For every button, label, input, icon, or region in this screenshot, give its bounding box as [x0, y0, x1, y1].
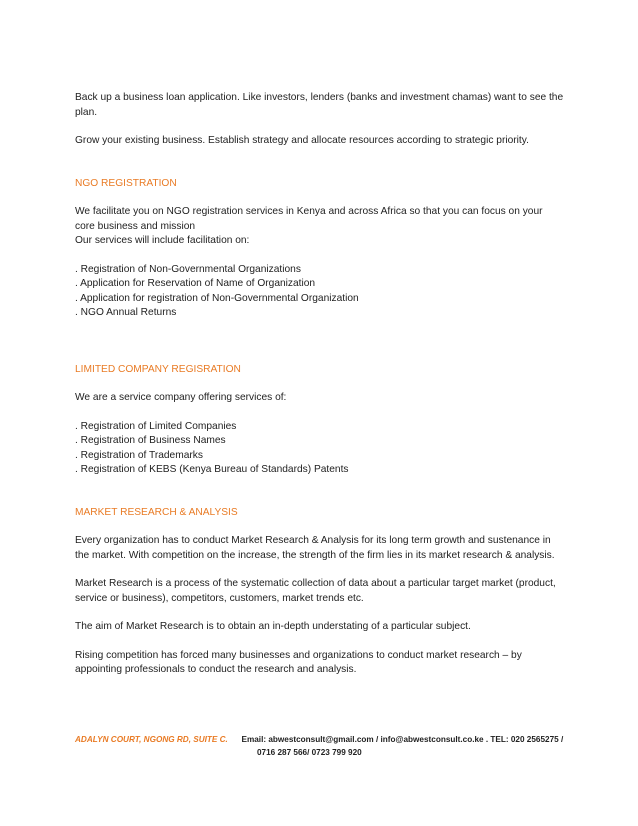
list-item: . NGO Annual Returns: [75, 307, 177, 318]
list-item: . Registration of Business Names: [75, 435, 226, 446]
limited-paragraph-1: We are a service company offering services of:: [75, 392, 287, 403]
ngo-paragraph-1: We facilitate you on NGO registration services in Kenya and across Africa so that you can focus on your core business and mission: [75, 206, 543, 232]
document-body: [75, 91, 565, 678]
footer-contact-line-2: 0716 287 566/ 0723 799 920: [257, 748, 362, 757]
footer-address: ADALYN COURT, NGONG RD, SUITE C.: [75, 735, 228, 744]
list-item: . Registration of Trademarks: [75, 449, 203, 461]
limited-services-list: [75, 420, 565, 478]
market-paragraph-1: Every organization has to conduct Market Research & Analysis for its long term growth and sustenance in the market. With competition on the increase, the strength of the firm lies in its market research & analysis.: [75, 535, 555, 561]
ngo-services-list: [75, 263, 565, 321]
market-paragraph-3: The aim of Market Research is to obtain an in-depth understating of a particular subject.: [75, 621, 471, 632]
footer-contact-line-1: Email: abwestconsult@gmail.com / info@abwestconsult.co.ke . TEL: 020 2565275 /: [241, 735, 564, 744]
intro-paragraph-2: Grow your existing business. Establish strategy and allocate resources according to strategic priority.: [75, 135, 529, 146]
limited-heading: LIMITED COMPANY REGISRATION: [75, 363, 241, 375]
intro-paragraph-1: Back up a business loan application. Like investors, lenders (banks and investment chamas) want to see the plan.: [75, 92, 564, 118]
list-item: . Registration of Limited Companies: [75, 420, 237, 432]
market-paragraph-4: Rising competition has forced many businesses and organizations to conduct market research – by appointing professionals to conduct the research and analysis.: [75, 649, 522, 675]
market-heading: MARKET RESEARCH & ANALYSIS: [75, 506, 238, 518]
list-item: . Application for Reservation of Name of Organization: [75, 278, 316, 289]
market-paragraph-2: Market Research is a process of the systematic collection of data about a particular target market (product, service or business), competitors, customers, market trends etc.: [75, 578, 556, 604]
list-item: . Registration of Non-Governmental Organizations: [75, 263, 301, 275]
ngo-paragraph-2: Our services will include facilitation on:: [75, 235, 250, 246]
page-footer: [75, 733, 575, 759]
list-item: . Registration of KEBS (Kenya Bureau of Standards) Patents: [75, 464, 349, 475]
list-item: . Application for registration of Non-Governmental Organization: [75, 292, 359, 304]
ngo-heading: NGO REGISTRATION: [75, 177, 177, 189]
